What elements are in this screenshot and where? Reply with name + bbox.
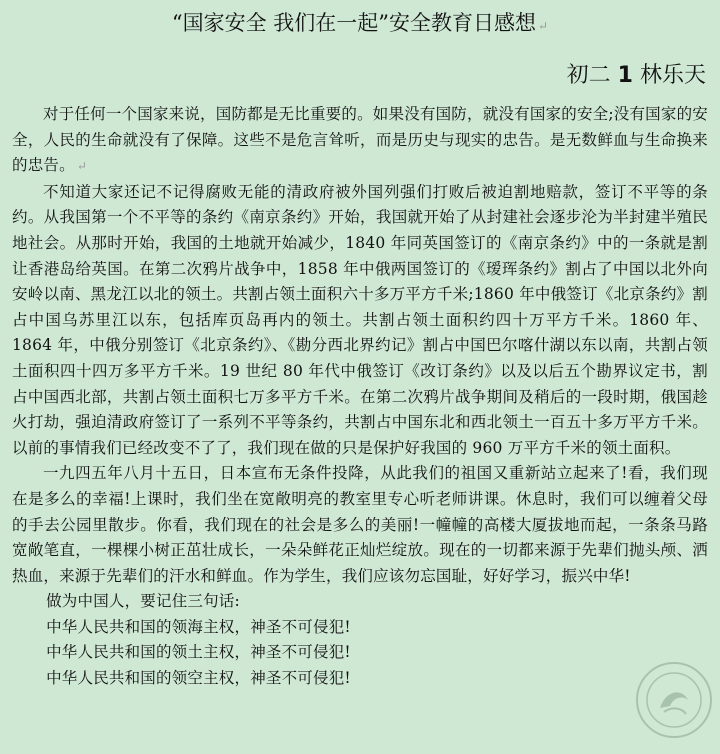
paragraph-intro (12, 102, 708, 180)
paragraph-text: 做为中国人，要记住三句话: (46, 592, 240, 611)
author-byline (567, 60, 706, 92)
slogan-text: 中华人民共和国的领土主权，神圣不可侵犯! (46, 643, 351, 662)
essay-body (12, 102, 708, 692)
slogan-territory (12, 640, 708, 666)
title-text: “国家安全 我们在一起”安全教育日感想 (171, 11, 537, 35)
slogan-airspace (12, 666, 708, 692)
slogan-text: 中华人民共和国的领海主权，神圣不可侵犯! (46, 617, 351, 636)
paragraph-text: 一九四五年八月十五日，日本宣布无条件投降，从此我们的祖国又重新站立起来了!看，我们现在是多么的幸福!上课时，我们坐在宽敞明亮的教室里专心听老师讲课。休息时，我们可以缠着父母的手去公园里散步。你看，我们现在的社会是多么的美丽!一幢幢的高楼大厦拔地而起，一条条马路宽敞笔直，一棵棵小树正茁壮成长，一朵朵鲜花正灿烂绽放。现在的一切都来源于先辈们抛头颅、洒热血，来源于先辈们的汗水和鲜血。作为学生，我们应该勿忘国耻，好好学习，振兴中华! (12, 464, 708, 585)
paragraph-history (12, 180, 708, 462)
paragraph-present (12, 461, 708, 589)
paragraph-mark-icon: ↵ (538, 19, 549, 33)
document-title (0, 8, 720, 41)
school-seal-watermark-icon (634, 660, 714, 740)
paragraph-text: 对于任何一个国家来说，国防都是无比重要的。如果没有国防，就没有国家的安全;没有国家的安全，人民的生命就没有了保障。这些不是危言耸听，而是历史与现实的忠告。是无数鲜血与生命换来的忠告。 (12, 105, 708, 175)
author-grade: 初二 (566, 63, 611, 88)
slogan-text: 中华人民共和国的领空主权，神圣不可侵犯! (46, 669, 351, 688)
paragraph-three-sentences-intro (12, 589, 708, 615)
author-name: 林乐天 (639, 63, 706, 88)
paragraph-text: 不知道大家还记不记得腐败无能的清政府被外国列强们打败后被迫割地赔款，签订不平等的条约。从我国第一个不平等的条约《南京条约》开始，我国就开始了从封建社会逐步沦为半封建半殖民地社会。从那时开始，我国的土地就开始减少，1840 年同英国签订的《南京条约》中的一条就是割让香港岛给英国。在第二次鸦片战争中，1858 年中俄两国签订的《瑷珲条约》割占了中国以北外向安岭以南、黑龙江以北的领土。共割占领土面积六十多万平方千米;1860 年中俄签订《北京条约》割占中国乌苏里江以东，包括库页岛再内的领土。共割占领土面积约四十万平方千米。1860 年、1864 年，中俄分别签订《北京条约》、《勘分西北界约记》割占中国巴尔喀什湖以东以南，共割占领土面积四十四万多平方千米。19 世纪 80 年代中俄签订《改订条约》以及以后五个勘界议定书，割占中国西北部，共割占领土面积七万多平方千米。在第二次鸦片战争期间及稍后的一段时期，俄国趁火打劫，强迫清政府签订了一系列不平等条约，共割占中国东北和西北领土一百五十多万平方千米。以前的事情我们已经改变不了了，我们现在做的只是保护好我国的 960 万平方千米的领土面积。 (12, 182, 708, 457)
slogan-territorial-sea (12, 615, 708, 641)
paragraph-mark-icon: ↵ (76, 159, 88, 174)
author-class-number: 1 (617, 63, 633, 88)
